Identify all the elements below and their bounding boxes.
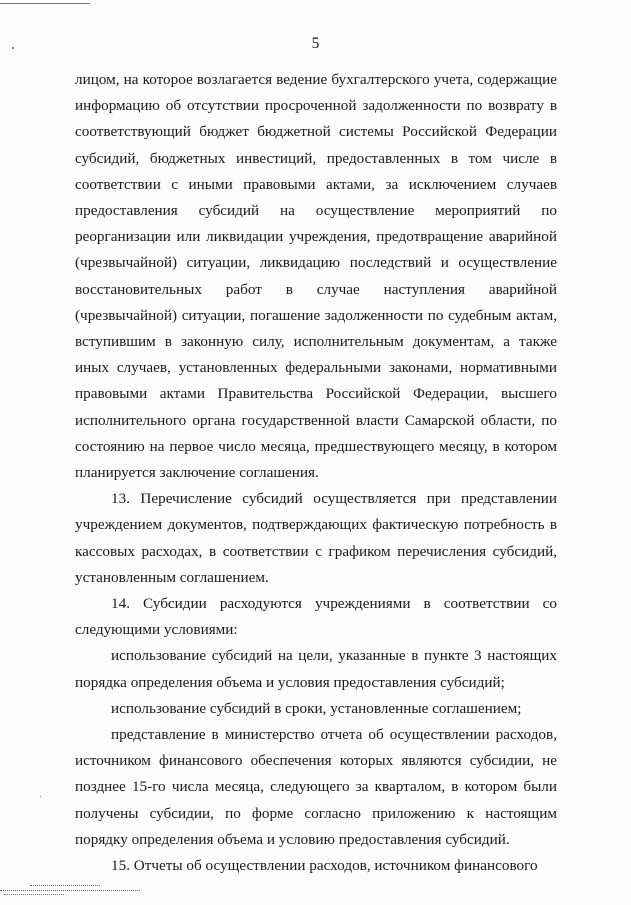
document-body xyxy=(75,67,557,879)
scan-artifact-bottom xyxy=(0,882,150,896)
paragraph-14-condition-purpose: использование субсидий на цели, указанные в пункте 3 настоящих порядка определения объема и условия предоставления субсидий; xyxy=(75,647,557,691)
paragraph-13: 13. Перечисление субсидий осуществляется при представлении учреждением документов, подтверждающих фактическую потребность в кассовых расходах, в соответствии с графиком перечисления субсидий, установленным соглашением. xyxy=(75,490,557,586)
page-number: 5 xyxy=(311,35,320,52)
scan-artifact-line xyxy=(0,3,90,4)
paragraph-14-condition-terms: использование субсидий в сроки, установленные соглашением; xyxy=(111,699,522,717)
paragraph-14-condition-report: представление в министерство отчета об осуществлении расходов, источником финансового обеспечения которых являются субсидии, не позднее 15-го числа месяца, следующего за кварталом, в котором были получены субсидии, по форме согласно приложению к настоящим порядку определения объема и условию предоставления субсидий. xyxy=(75,726,557,848)
paragraph-14: 14. Субсидии расходуются учреждениями в соответствии со следующими условиями: xyxy=(75,595,557,639)
paragraph-15: 15. Отчеты об осуществлении расходов, источником финансового xyxy=(111,857,538,875)
scan-speck xyxy=(40,796,41,797)
paragraph-continuation: лицом, на которое возлагается ведение бухгалтерского учета, содержащие информацию об отсутствии просроченной задолженности по возврату в соответствующий бюджет бюджетной системы Российской Федерации субсидий, бюджетных инвестиций, предоставленных в том числе в соответствии с иными правовыми актами, за исключением случаев предоставления субсидий на осуществление мероприятий по реорганизации или ликвидации учреждения, предотвращение аварийной (чрезвычайной) ситуации, ликвидацию последствий и осуществление восстановительных работ в случае наступления аварийной (чрезвычайной) ситуации, погашение задолженности по судебным актам, вступившим в законную силу, исполнительным документам, а также иных случаев, установленных федеральными законами, нормативными правовыми актами Правительства Российской Федерации, высшего исполнительного органа государственной власти Самарской области, по состоянию на первое число месяца, предшествующего месяцу, в котором планируется заключение соглашения. xyxy=(75,71,557,482)
